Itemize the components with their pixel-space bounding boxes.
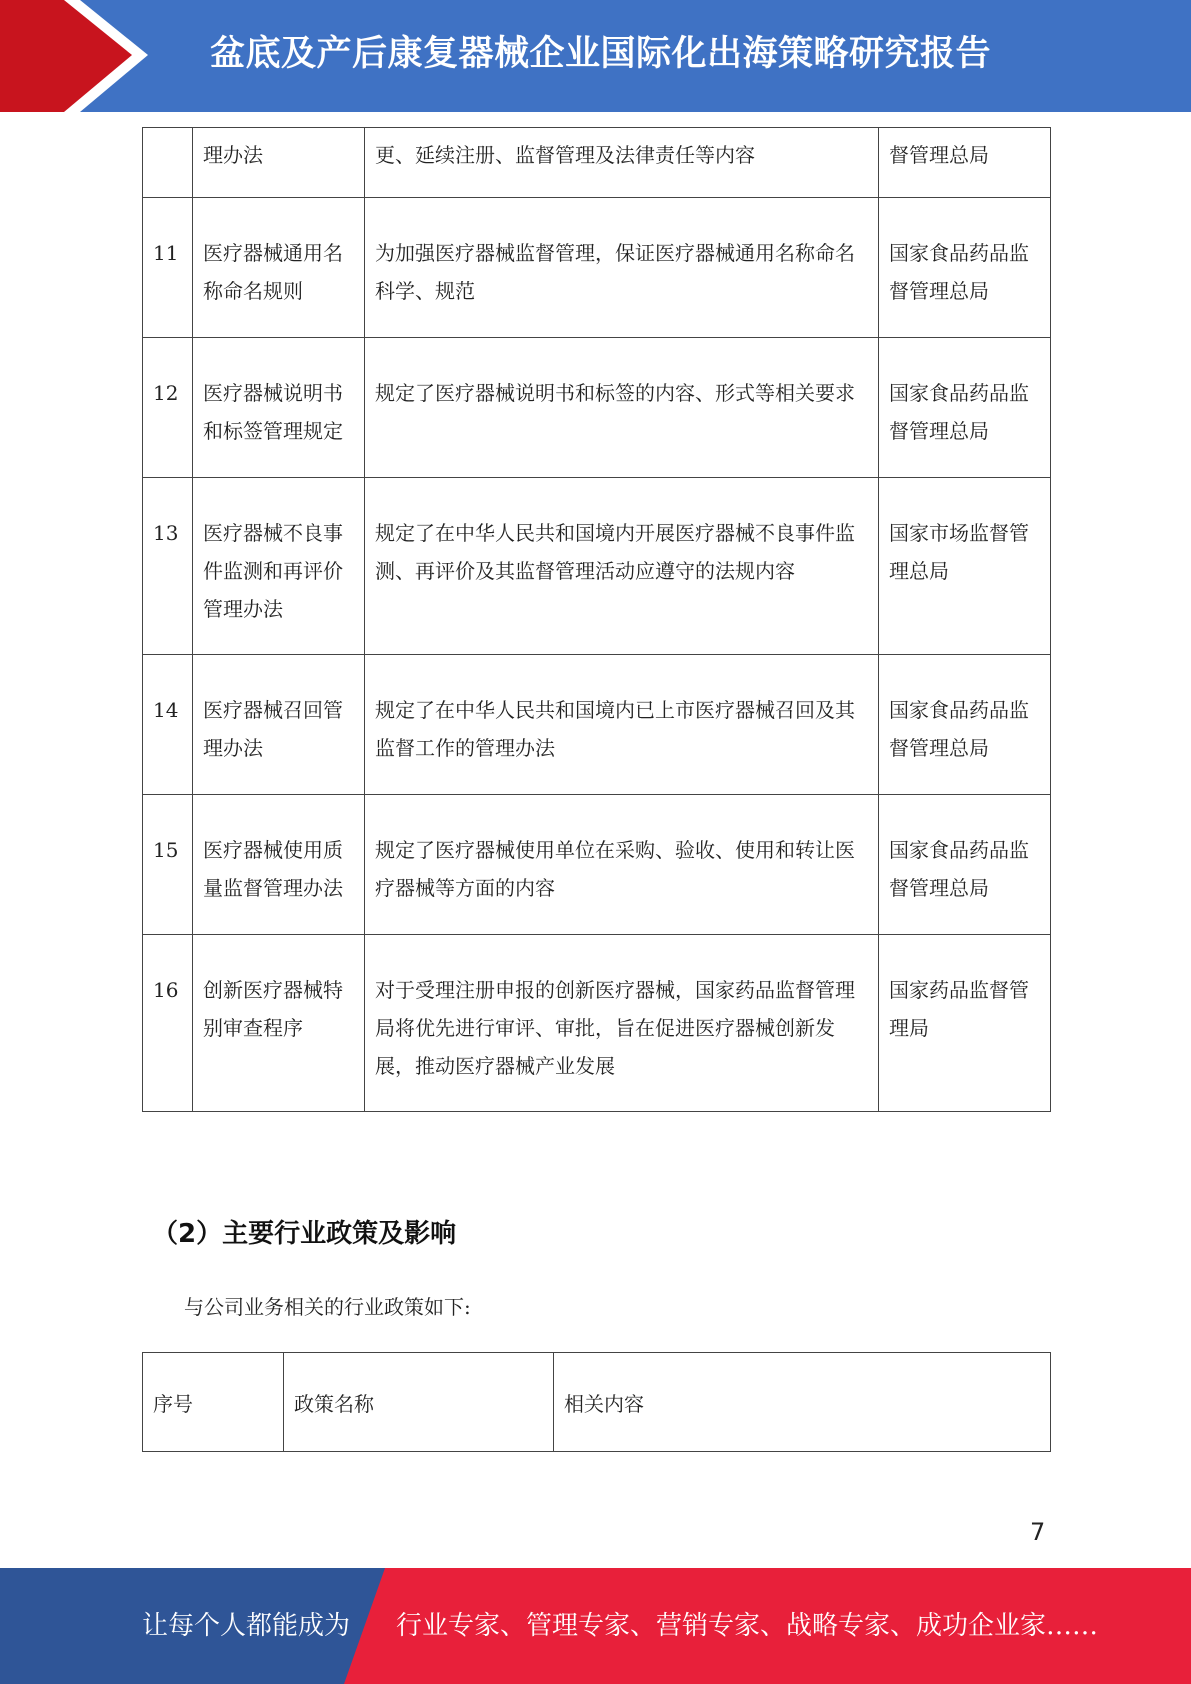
regulation-content-cell: 规定了医疗器械使用单位在采购、验收、使用和转让医疗器械等方面的内容 bbox=[365, 795, 879, 935]
row-number-cell bbox=[143, 128, 193, 198]
issuing-authority-cell: 国家药品监督管理局 bbox=[879, 935, 1051, 1112]
regulations-table bbox=[142, 127, 1051, 1112]
issuing-authority-cell: 督管理总局 bbox=[879, 128, 1051, 198]
header-cell-policy-name: 政策名称 bbox=[284, 1353, 554, 1452]
page-number: 7 bbox=[1030, 1518, 1046, 1546]
row-number-cell: 11 bbox=[143, 198, 193, 338]
section-intro-text: 与公司业务相关的行业政策如下: bbox=[184, 1295, 471, 1319]
table-row bbox=[143, 128, 1051, 198]
regulation-name-cell: 医疗器械说明书和标签管理规定 bbox=[193, 338, 365, 478]
row-number-cell: 15 bbox=[143, 795, 193, 935]
footer-slogan-right: 行业专家、管理专家、营销专家、战略专家、成功企业家…… bbox=[396, 1611, 1099, 1641]
row-number-cell: 14 bbox=[143, 655, 193, 795]
regulation-name-cell: 医疗器械通用名称命名规则 bbox=[193, 198, 365, 338]
table-row bbox=[143, 795, 1051, 935]
regulation-name-cell: 理办法 bbox=[193, 128, 365, 198]
regulation-content-cell: 规定了在中华人民共和国境内已上市医疗器械召回及其监督工作的管理办法 bbox=[365, 655, 879, 795]
table-row bbox=[143, 478, 1051, 655]
header-chevron-graphic bbox=[0, 0, 160, 112]
header-cell-content: 相关内容 bbox=[554, 1353, 1051, 1452]
report-title: 盆底及产后康复器械企业国际化出海策略研究报告 bbox=[210, 34, 992, 74]
regulation-content-cell: 为加强医疗器械监督管理，保证医疗器械通用名称命名科学、规范 bbox=[365, 198, 879, 338]
page-footer bbox=[0, 1568, 1191, 1684]
regulation-content-cell: 对于受理注册申报的创新医疗器械，国家药品监督管理局将优先进行审评、审批，旨在促进医疗器械创新发展，推动医疗器械产业发展 bbox=[365, 935, 879, 1112]
row-number-cell: 13 bbox=[143, 478, 193, 655]
table-row bbox=[143, 338, 1051, 478]
issuing-authority-cell: 国家食品药品监督管理总局 bbox=[879, 655, 1051, 795]
page-header bbox=[0, 0, 1191, 112]
table-row bbox=[143, 655, 1051, 795]
issuing-authority-cell: 国家市场监督管理总局 bbox=[879, 478, 1051, 655]
regulation-content-cell: 更、延续注册、监督管理及法律责任等内容 bbox=[365, 128, 879, 198]
table-row bbox=[143, 198, 1051, 338]
regulation-name-cell: 创新医疗器械特别审查程序 bbox=[193, 935, 365, 1112]
row-number-cell: 12 bbox=[143, 338, 193, 478]
footer-slogan-left: 让每个人都能成为 bbox=[142, 1611, 351, 1641]
regulation-content-cell: 规定了医疗器械说明书和标签的内容、形式等相关要求 bbox=[365, 338, 879, 478]
regulation-name-cell: 医疗器械不良事件监测和再评价管理办法 bbox=[193, 478, 365, 655]
header-cell-index: 序号 bbox=[143, 1353, 284, 1452]
regulation-name-cell: 医疗器械召回管理办法 bbox=[193, 655, 365, 795]
issuing-authority-cell: 国家食品药品监督管理总局 bbox=[879, 198, 1051, 338]
policy-table-header-row bbox=[143, 1353, 1051, 1452]
regulation-name-cell: 医疗器械使用质量监督管理办法 bbox=[193, 795, 365, 935]
regulation-content-cell: 规定了在中华人民共和国境内开展医疗器械不良事件监测、再评价及其监督管理活动应遵守的法规内容 bbox=[365, 478, 879, 655]
row-number-cell: 16 bbox=[143, 935, 193, 1112]
section-heading: （2）主要行业政策及影响 bbox=[152, 1219, 457, 1249]
issuing-authority-cell: 国家食品药品监督管理总局 bbox=[879, 338, 1051, 478]
issuing-authority-cell: 国家食品药品监督管理总局 bbox=[879, 795, 1051, 935]
policy-table bbox=[142, 1352, 1051, 1452]
table-row bbox=[143, 935, 1051, 1112]
